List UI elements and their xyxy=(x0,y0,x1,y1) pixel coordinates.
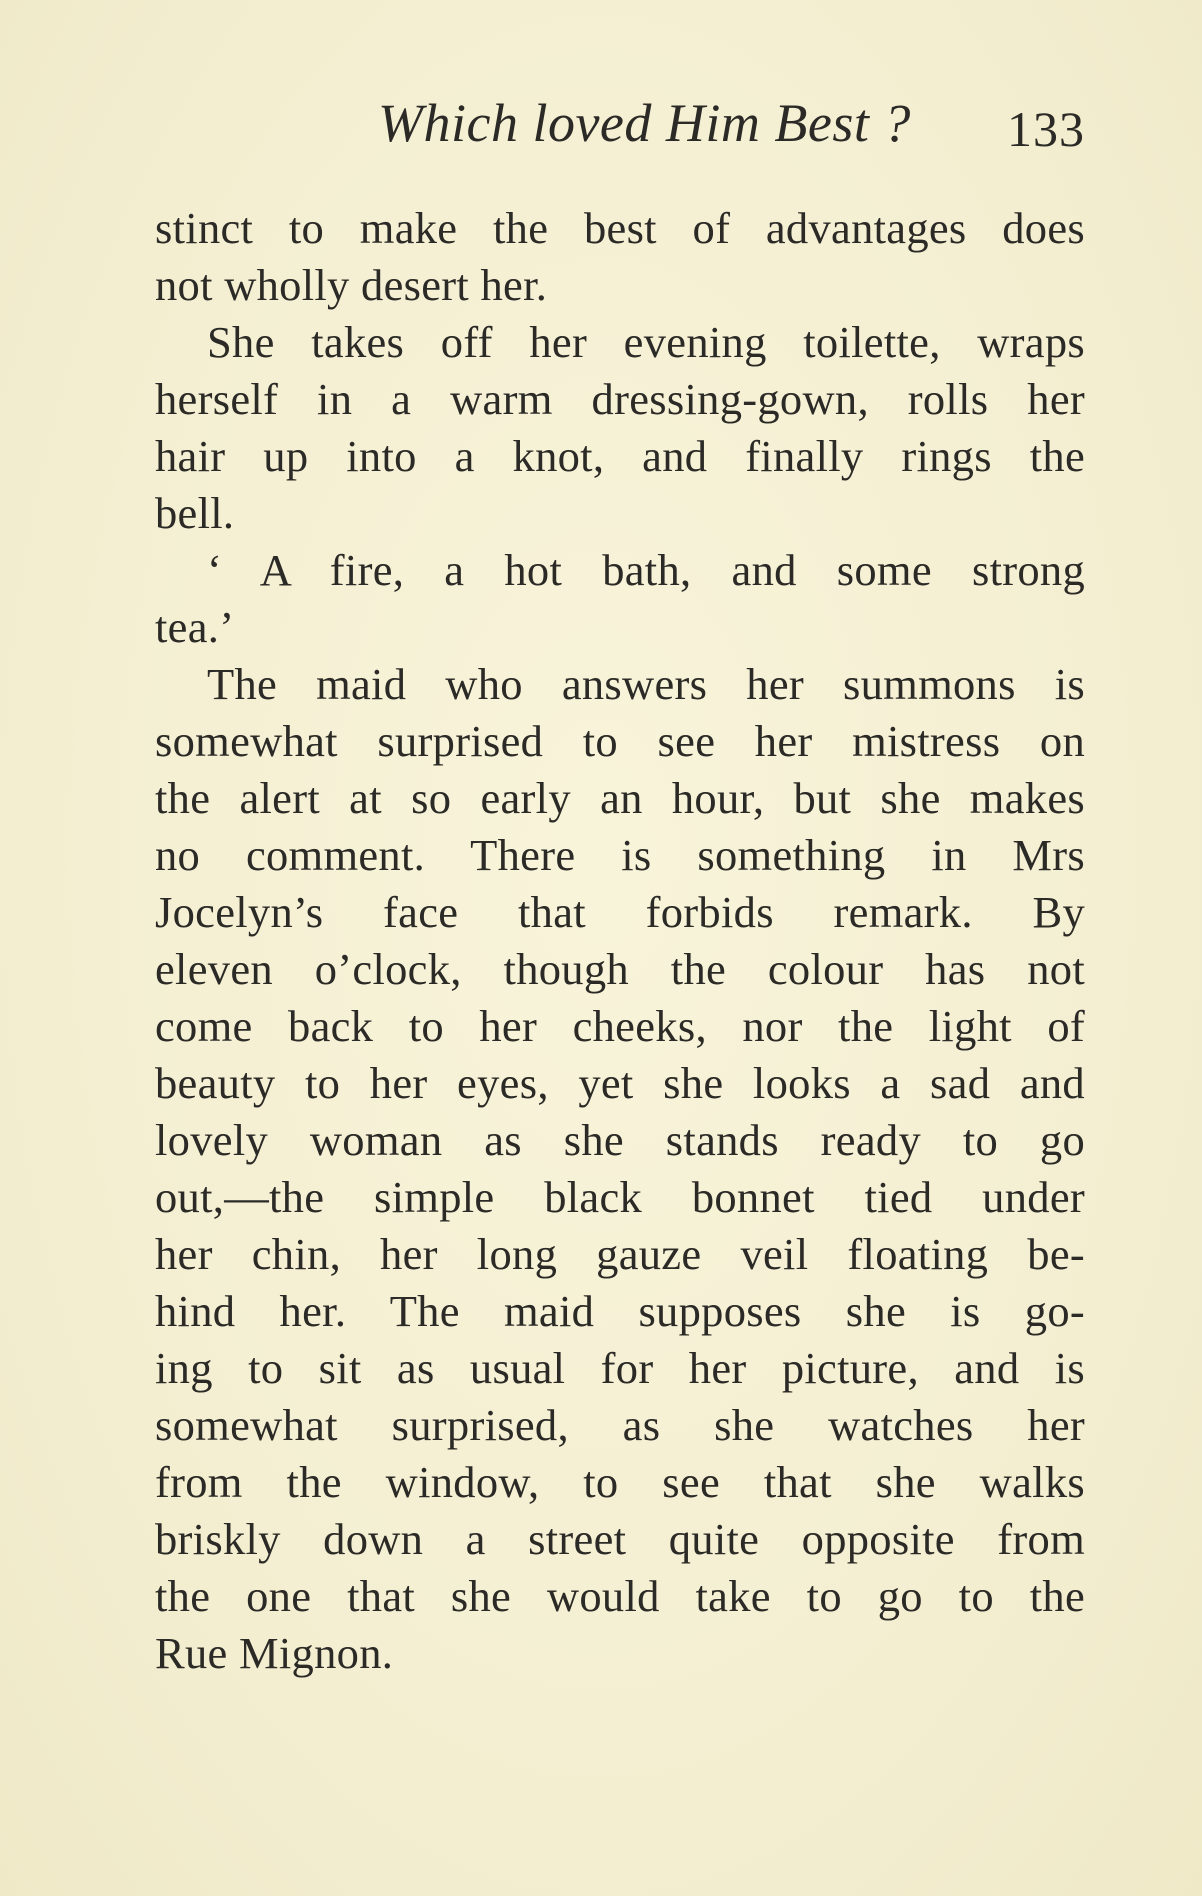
text-line: the alert at so early an hour, but she makes xyxy=(155,773,1085,823)
text-line: hind her. The maid supposes she is go- xyxy=(155,1286,1085,1336)
text-line: come back to her cheeks, nor the light of xyxy=(155,1001,1085,1051)
text-line: no comment. There is something in Mrs xyxy=(155,830,1085,880)
text-line: out,—the simple black bonnet tied under xyxy=(155,1172,1085,1222)
body-text xyxy=(155,200,1085,1682)
text-line: ing to sit as usual for her picture, and is xyxy=(155,1343,1085,1393)
text-line: The maid who answers her summons is xyxy=(207,659,1085,709)
text-line: She takes off her evening toilette, wraps xyxy=(207,317,1085,367)
text-line: beauty to her eyes, yet she looks a sad and xyxy=(155,1058,1085,1108)
text-line: her chin, her long gauze veil floating be- xyxy=(155,1229,1085,1279)
text-line: Jocelyn’s face that forbids remark. By xyxy=(155,887,1085,937)
text-line: Rue Mignon. xyxy=(155,1628,394,1678)
page-number: 133 xyxy=(1007,101,1085,157)
text-line: bell. xyxy=(155,488,235,538)
running-title: Which loved Him Best ? xyxy=(378,93,911,153)
text-line: hair up into a knot, and finally rings the xyxy=(155,431,1085,481)
text-line: from the window, to see that she walks xyxy=(155,1457,1085,1507)
running-head xyxy=(155,92,1085,162)
text-line: stinct to make the best of advantages does xyxy=(155,203,1085,253)
text-line: the one that she would take to go to the xyxy=(155,1571,1085,1621)
text-line: eleven o’clock, though the colour has not xyxy=(155,944,1085,994)
text-line: herself in a warm dressing-gown, rolls her xyxy=(155,374,1085,424)
text-line: ‘ A fire, a hot bath, and some strong xyxy=(207,545,1085,595)
text-line: not wholly desert her. xyxy=(155,260,548,310)
text-line: somewhat surprised to see her mistress on xyxy=(155,716,1085,766)
text-line: briskly down a street quite opposite from xyxy=(155,1514,1085,1564)
text-line: somewhat surprised, as she watches her xyxy=(155,1400,1085,1450)
text-line: tea.’ xyxy=(155,602,235,652)
text-line: lovely woman as she stands ready to go xyxy=(155,1115,1085,1165)
